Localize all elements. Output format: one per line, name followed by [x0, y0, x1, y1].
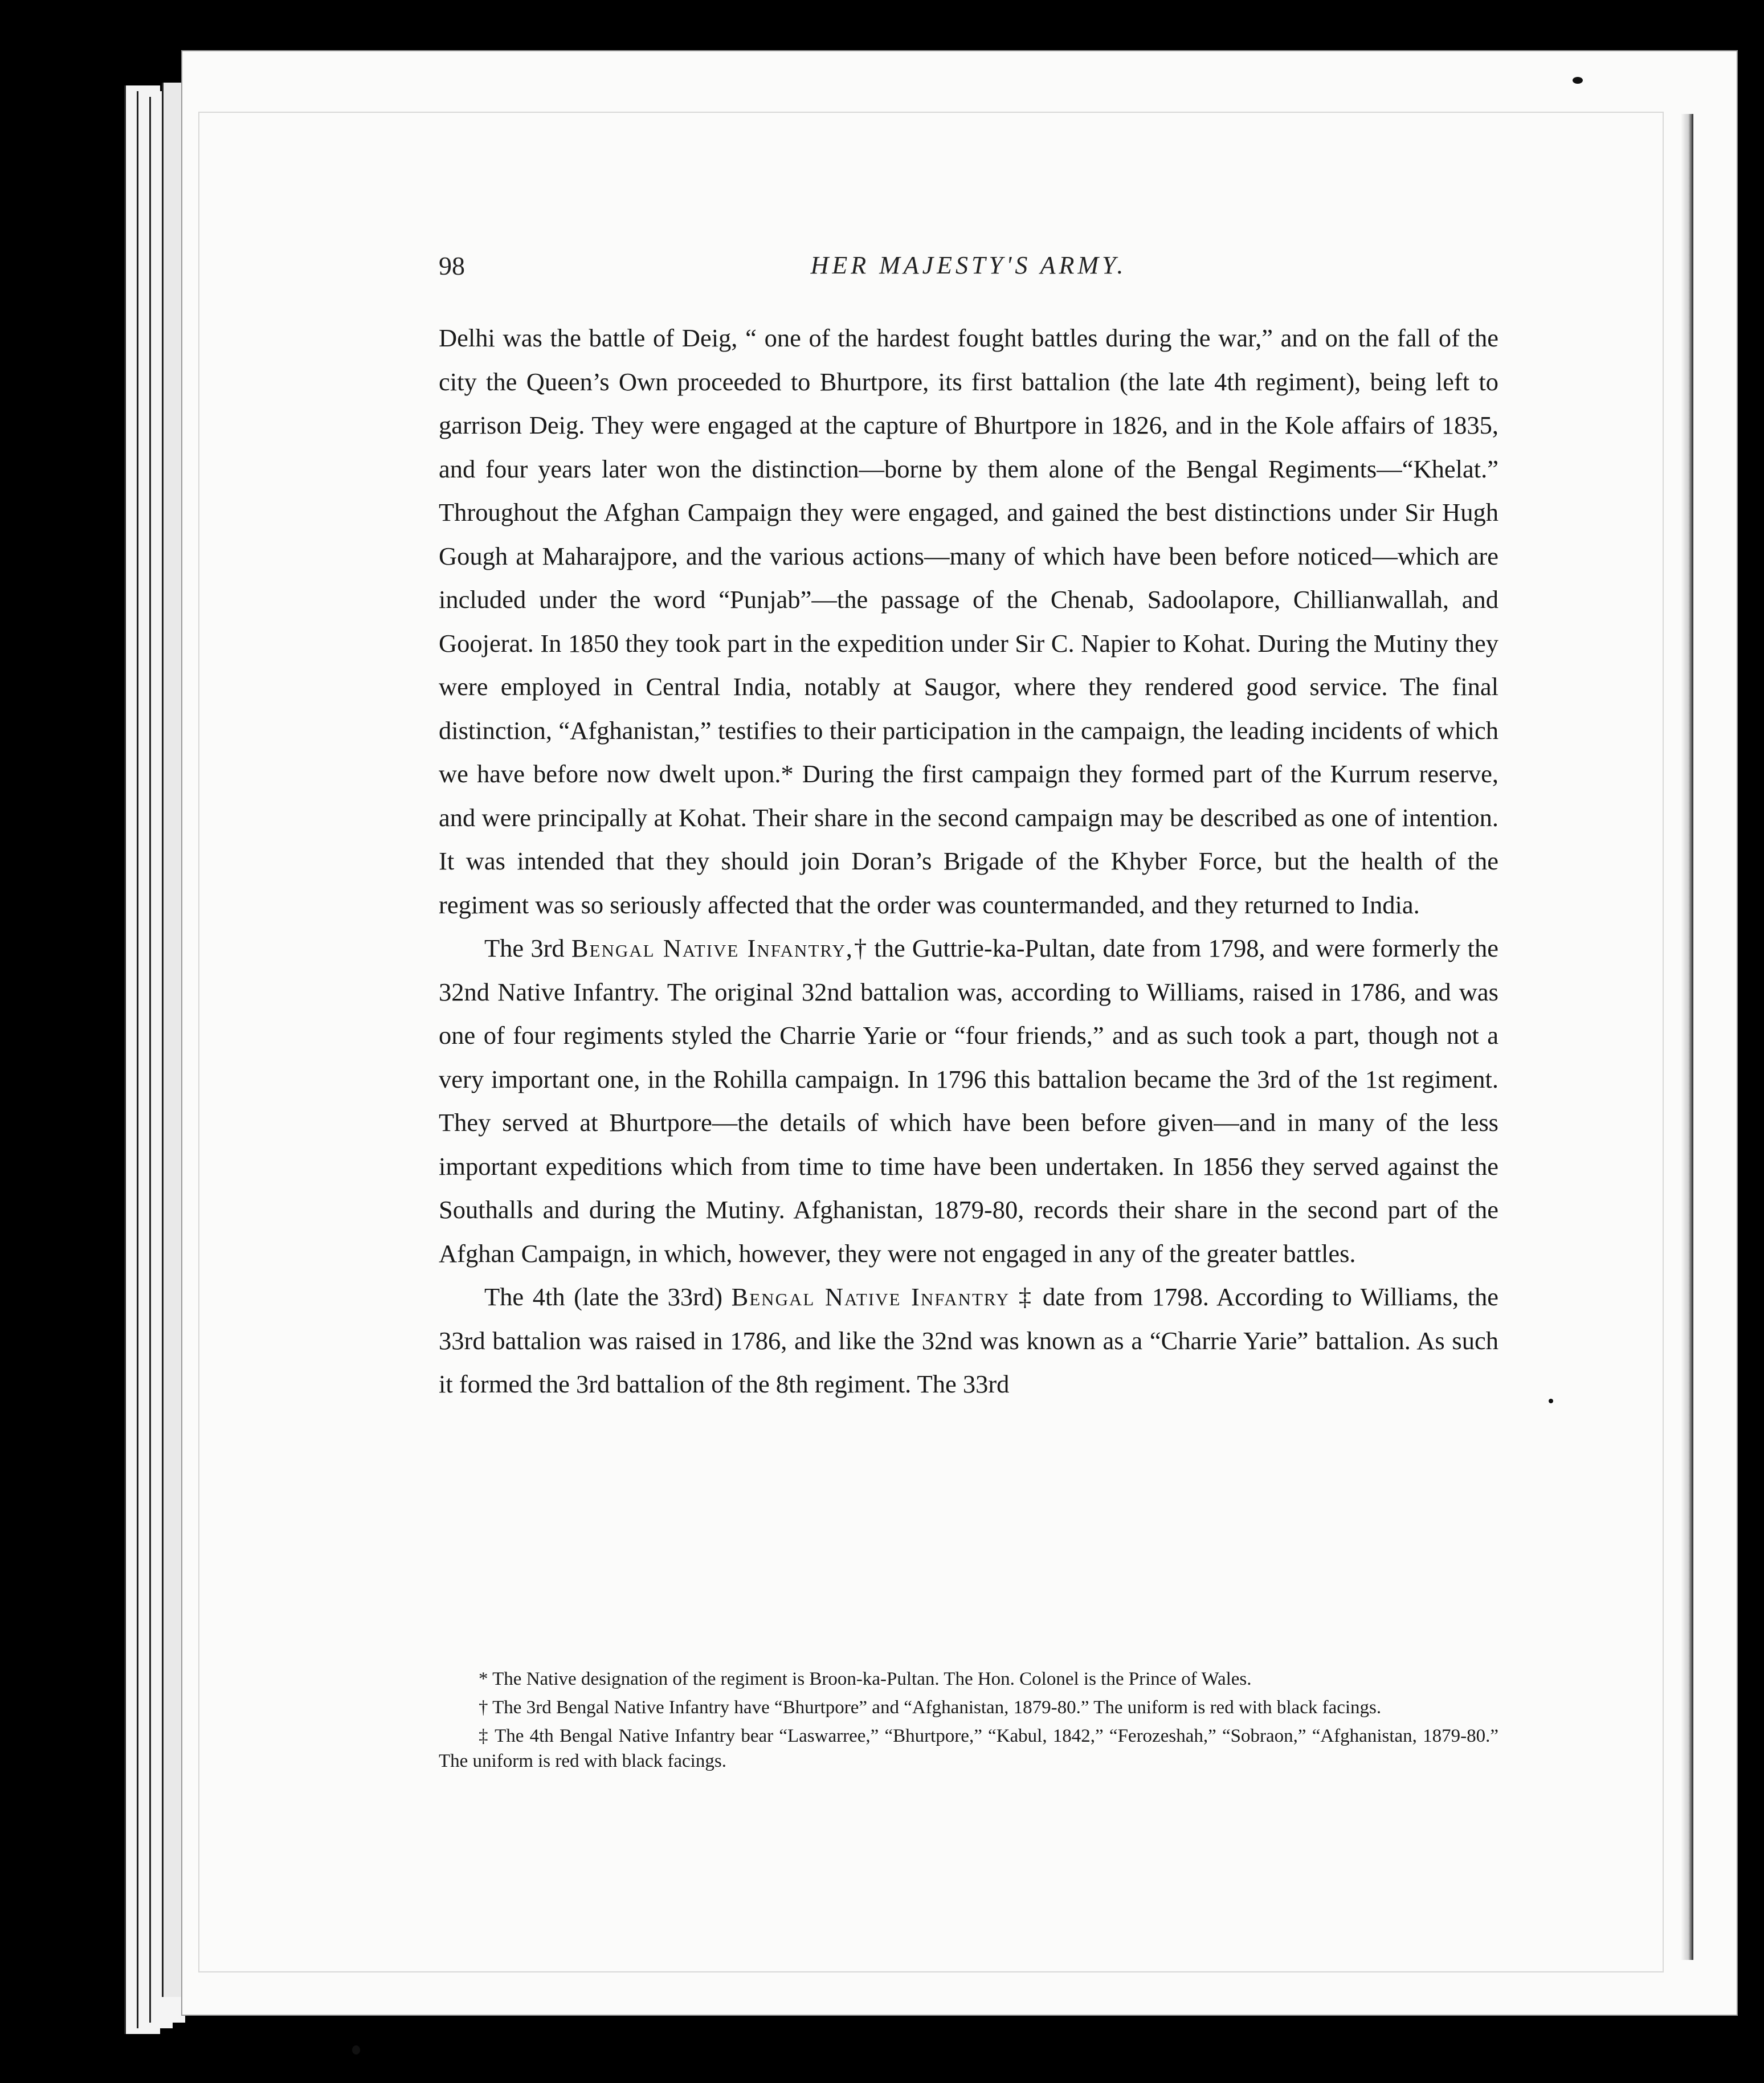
page-number: 98: [439, 251, 465, 280]
footnotes: [439, 1667, 1498, 1777]
text-span: ‡ date from 1798. According to Williams, the 33rd battalion was raised in 1786, and like the 32nd was known as a “Charrie Yarie” battalion. As such it formed the 3rd battalion of the 8th regiment. The 33rd: [439, 1283, 1498, 1398]
running-title: HER MAJESTY'S ARMY.: [810, 251, 1127, 279]
page-gutter-shadow: [1681, 114, 1693, 1960]
paragraph: [439, 1275, 1498, 1406]
footnote: † The 3rd Bengal Native Infantry have “Bhurtpore” and “Afghanistan, 1879-80.” The uniform is red with black facings.: [479, 1697, 1382, 1718]
text-span: The 3rd: [484, 934, 571, 962]
paragraph: Delhi was the battle of Deig, “ one of the hardest fought battles during the war,” and on the fall of the city the Queen’s Own proceeded to Bhurtpore, its first battalion (the late 4th regiment), being left to garrison Deig. They were engaged at the capture of Bhurtpore in 1826, and in the Kole affairs of 1835, and four years later won the distinction—borne by them alone of the Bengal Regiments—“Khelat.” Throughout the Afghan Campaign they were engaged, and gained the best distinctions under Sir Hugh Gough at Maharajpore, and the various actions—many of which have been before noticed—which are included under the word “Punjab”—the passage of the Chenab, Sadoolapore, Chillianwallah, and Goojerat. In 1850 they took part in the expedition under Sir C. Napier to Kohat. During the Mutiny they were employed in Central India, notably at Saugor, where they rendered good service. The final distinction, “Afghanistan,” testifies to their participation in the campaign, the leading incidents of which we have before now dwelt upon.* During the first campaign they formed part of the Kurrum reserve, and were principally at Kohat. Their share in the second campaign may be described as one of intention. It was intended that they should join Doran’s Brigade of the Khyber Force, but the health of the regiment was so seriously affected that the order was countermanded, and they returned to India.: [439, 324, 1498, 919]
text-span: † the Guttrie-ka-Pultan, date from 1798, and were formerly the 32nd Native Infantry. The original 32nd battalion was, according to Williams, raised in 1786, and was one of four regiments styled the Charrie Yarie or “four friends,” and as such took a part, though not a very important one, in the Rohilla campaign. In 1796 this battalion became the 3rd of the 1st regiment. They served at Bhurtpore—the details of which have been before given—and in many of the less important expeditions which from time to time have been undertaken. In 1856 they served against the Southalls and during the Mutiny. Afghanistan, 1879-80, records their share in the second part of the Afghan Campaign, in which, however, they were not engaged in any of the greater battles.: [439, 934, 1498, 1268]
body-text: [439, 316, 1498, 1406]
paragraph: [439, 926, 1498, 1275]
footnote: ‡ The 4th Bengal Native Infantry bear “Laswarree,” “Bhurtpore,” “Kabul, 1842,” “Ferozeshah,” “Sobraon,” “Afghanistan, 1879-80.” The uniform is red with black facings.: [439, 1726, 1498, 1771]
regiment-name: Bengal Native Infantry: [731, 1283, 1010, 1311]
scan-speck: [1573, 77, 1583, 84]
footnote: * The Native designation of the regiment is Broon-ka-Pultan. The Hon. Colonel is the Prince of Wales.: [479, 1669, 1252, 1689]
regiment-name: Bengal Native Infantry,: [571, 934, 854, 962]
page-header: [439, 251, 1498, 296]
scan-speck: [352, 2045, 360, 2055]
text-span: The 4th (late the 33rd): [484, 1283, 732, 1311]
scan-speck: [1549, 1399, 1553, 1403]
